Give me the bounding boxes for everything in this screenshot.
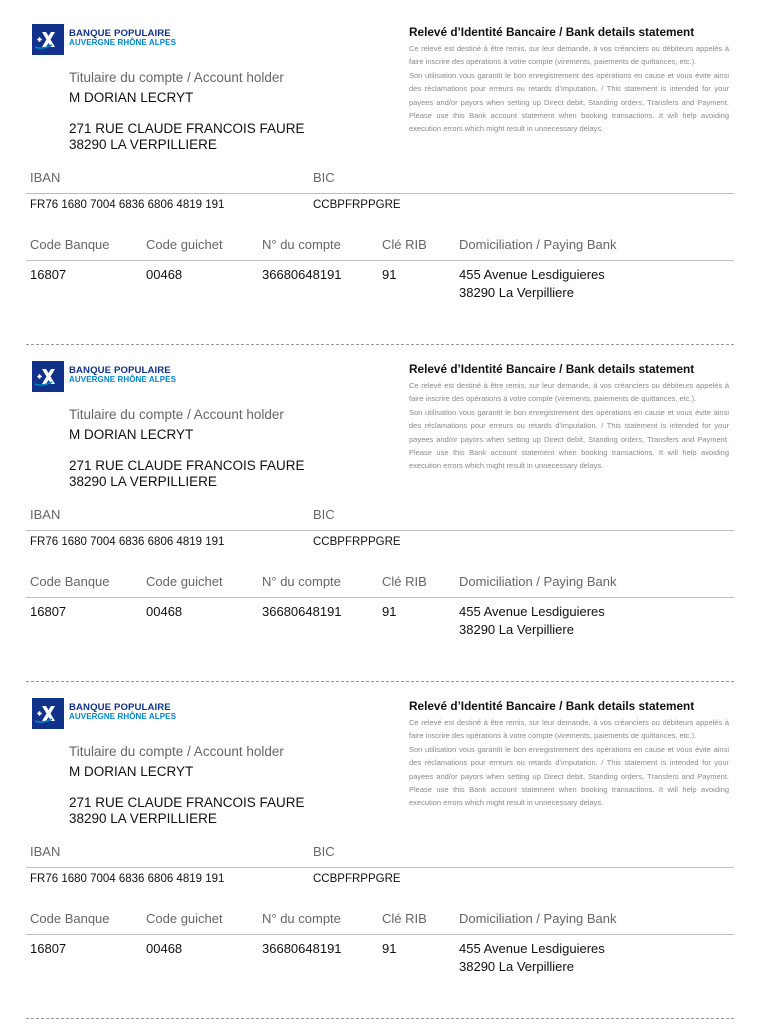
domiciliation-label: Domiciliation / Paying Bank xyxy=(459,237,617,252)
bank-code-label: Code Banque xyxy=(30,911,110,926)
rib-section-3 xyxy=(0,674,768,1011)
branch-code-label: Code guichet xyxy=(146,237,223,252)
rib-key-label: Clé RIB xyxy=(382,574,427,589)
account-number-value: 36680648191 xyxy=(262,941,342,956)
bic-value: CCBPFRPPGRE xyxy=(313,199,401,211)
account-holder-name: M DORIAN LECRYT xyxy=(69,427,194,442)
account-holder-label: Titulaire du compte / Account holder xyxy=(69,407,284,422)
statement-description xyxy=(409,379,729,473)
iban-divider xyxy=(26,193,734,194)
iban-value: FR76 1680 7004 6836 6806 4819 191 xyxy=(30,536,225,548)
bank-code-label: Code Banque xyxy=(30,574,110,589)
iban-divider xyxy=(26,530,734,531)
banque-populaire-logo-icon xyxy=(32,24,64,55)
holder-address-line1: 271 RUE CLAUDE FRANCOIS FAURE xyxy=(69,458,305,473)
bank-logo xyxy=(32,698,232,732)
bank-code-value: 16807 xyxy=(30,941,67,956)
bic-label: BIC xyxy=(313,170,335,185)
bank-name: BANQUE POPULAIRE xyxy=(69,28,171,39)
branch-code-label: Code guichet xyxy=(146,574,223,589)
iban-value: FR76 1680 7004 6836 6806 4819 191 xyxy=(30,873,225,885)
domiciliation-line2: 38290 La Verpilliere xyxy=(459,959,574,974)
holder-address-line2: 38290 LA VERPILLIERE xyxy=(69,811,217,826)
bank-code-value: 16807 xyxy=(30,604,67,619)
account-holder-label: Titulaire du compte / Account holder xyxy=(69,744,284,759)
domiciliation-line2: 38290 La Verpilliere xyxy=(459,622,574,637)
bic-label: BIC xyxy=(313,507,335,522)
rib-section-1 xyxy=(0,0,768,337)
statement-title: Relevé d’Identité Bancaire / Bank details statement xyxy=(409,699,695,713)
statement-title: Relevé d’Identité Bancaire / Bank details statement xyxy=(409,25,695,39)
rib-divider xyxy=(26,260,734,261)
statement-description-para2: Son utilisation vous garantit le bon enregistrement des opérations en cause et vous évite ainsi des réclamations pour erreurs ou retards d’imputation. / This statement is intended for your payees and/or payors when setting up Direct debit, Standing orders, Transfers and Payment. Please use this Bank account statement when booking transactions. It will help avoiding execution errors which might result in unnecessary delays. xyxy=(409,407,729,471)
rib-key-label: Clé RIB xyxy=(382,237,427,252)
branch-code-value: 00468 xyxy=(146,604,183,619)
bank-region: AUVERGNE RHÔNE ALPES xyxy=(69,38,177,47)
holder-address-line1: 271 RUE CLAUDE FRANCOIS FAURE xyxy=(69,121,305,136)
iban-label: IBAN xyxy=(30,844,61,859)
domiciliation-label: Domiciliation / Paying Bank xyxy=(459,911,617,926)
rib-key-value: 91 xyxy=(382,604,397,619)
statement-description-para1: Ce relevé est destiné à être remis, sur leur demande, à vos créanciers ou débiteurs appelés à faire inscrire des opérations à votre compte (virements, paiements de quittances, etc.). xyxy=(409,44,729,67)
rib-key-value: 91 xyxy=(382,267,397,282)
rib-key-value: 91 xyxy=(382,941,397,956)
account-holder-name: M DORIAN LECRYT xyxy=(69,764,194,779)
domiciliation-line1: 455 Avenue Lesdiguieres xyxy=(459,267,605,282)
bank-code-value: 16807 xyxy=(30,267,67,282)
holder-address-line2: 38290 LA VERPILLIERE xyxy=(69,474,217,489)
bic-value: CCBPFRPPGRE xyxy=(313,536,401,548)
statement-title: Relevé d’Identité Bancaire / Bank details statement xyxy=(409,362,695,376)
bank-code-label: Code Banque xyxy=(30,237,110,252)
domiciliation-line1: 455 Avenue Lesdiguieres xyxy=(459,604,605,619)
rib-divider xyxy=(26,597,734,598)
branch-code-label: Code guichet xyxy=(146,911,223,926)
bank-name: BANQUE POPULAIRE xyxy=(69,702,171,713)
account-holder-label: Titulaire du compte / Account holder xyxy=(69,70,284,85)
bank-logo xyxy=(32,361,232,395)
domiciliation-line2: 38290 La Verpilliere xyxy=(459,285,574,300)
statement-description xyxy=(409,42,729,136)
statement-description xyxy=(409,716,729,810)
account-number-label: N° du compte xyxy=(262,574,341,589)
branch-code-value: 00468 xyxy=(146,941,183,956)
holder-address-line1: 271 RUE CLAUDE FRANCOIS FAURE xyxy=(69,795,305,810)
account-number-label: N° du compte xyxy=(262,237,341,252)
branch-code-value: 00468 xyxy=(146,267,183,282)
account-number-label: N° du compte xyxy=(262,911,341,926)
account-number-value: 36680648191 xyxy=(262,604,342,619)
statement-description-para2: Son utilisation vous garantit le bon enregistrement des opérations en cause et vous évite ainsi des réclamations pour erreurs ou retards d’imputation. / This statement is intended for your payees and/or payors when setting up Direct debit, Standing orders, Transfers and Payment. Please use this Bank account statement when booking transactions. It will help avoiding execution errors which might result in unnecessary delays. xyxy=(409,70,729,134)
domiciliation-line1: 455 Avenue Lesdiguieres xyxy=(459,941,605,956)
statement-description-para1: Ce relevé est destiné à être remis, sur leur demande, à vos créanciers ou débiteurs appelés à faire inscrire des opérations à votre compte (virements, paiements de quittances, etc.). xyxy=(409,718,729,741)
iban-label: IBAN xyxy=(30,507,61,522)
rib-divider xyxy=(26,934,734,935)
holder-address-line2: 38290 LA VERPILLIERE xyxy=(69,137,217,152)
bic-label: BIC xyxy=(313,844,335,859)
banque-populaire-logo-icon xyxy=(32,361,64,392)
iban-divider xyxy=(26,867,734,868)
statement-description-para2: Son utilisation vous garantit le bon enregistrement des opérations en cause et vous évite ainsi des réclamations pour erreurs ou retards d’imputation. / This statement is intended for your payees and/or payors when setting up Direct debit, Standing orders, Transfers and Payment. Please use this Bank account statement when booking transactions. It will help avoiding execution errors which might result in unnecessary delays. xyxy=(409,744,729,808)
rib-section-2 xyxy=(0,337,768,674)
statement-description-para1: Ce relevé est destiné à être remis, sur leur demande, à vos créanciers ou débiteurs appelés à faire inscrire des opérations à votre compte (virements, paiements de quittances, etc.). xyxy=(409,381,729,404)
bank-region: AUVERGNE RHÔNE ALPES xyxy=(69,712,177,721)
account-holder-name: M DORIAN LECRYT xyxy=(69,90,194,105)
domiciliation-label: Domiciliation / Paying Bank xyxy=(459,574,617,589)
iban-value: FR76 1680 7004 6836 6806 4819 191 xyxy=(30,199,225,211)
bank-region: AUVERGNE RHÔNE ALPES xyxy=(69,375,177,384)
iban-label: IBAN xyxy=(30,170,61,185)
banque-populaire-logo-icon xyxy=(32,698,64,729)
bank-logo xyxy=(32,24,232,58)
rib-key-label: Clé RIB xyxy=(382,911,427,926)
cut-line-3 xyxy=(26,1018,734,1019)
bic-value: CCBPFRPPGRE xyxy=(313,873,401,885)
bank-name: BANQUE POPULAIRE xyxy=(69,365,171,376)
account-number-value: 36680648191 xyxy=(262,267,342,282)
